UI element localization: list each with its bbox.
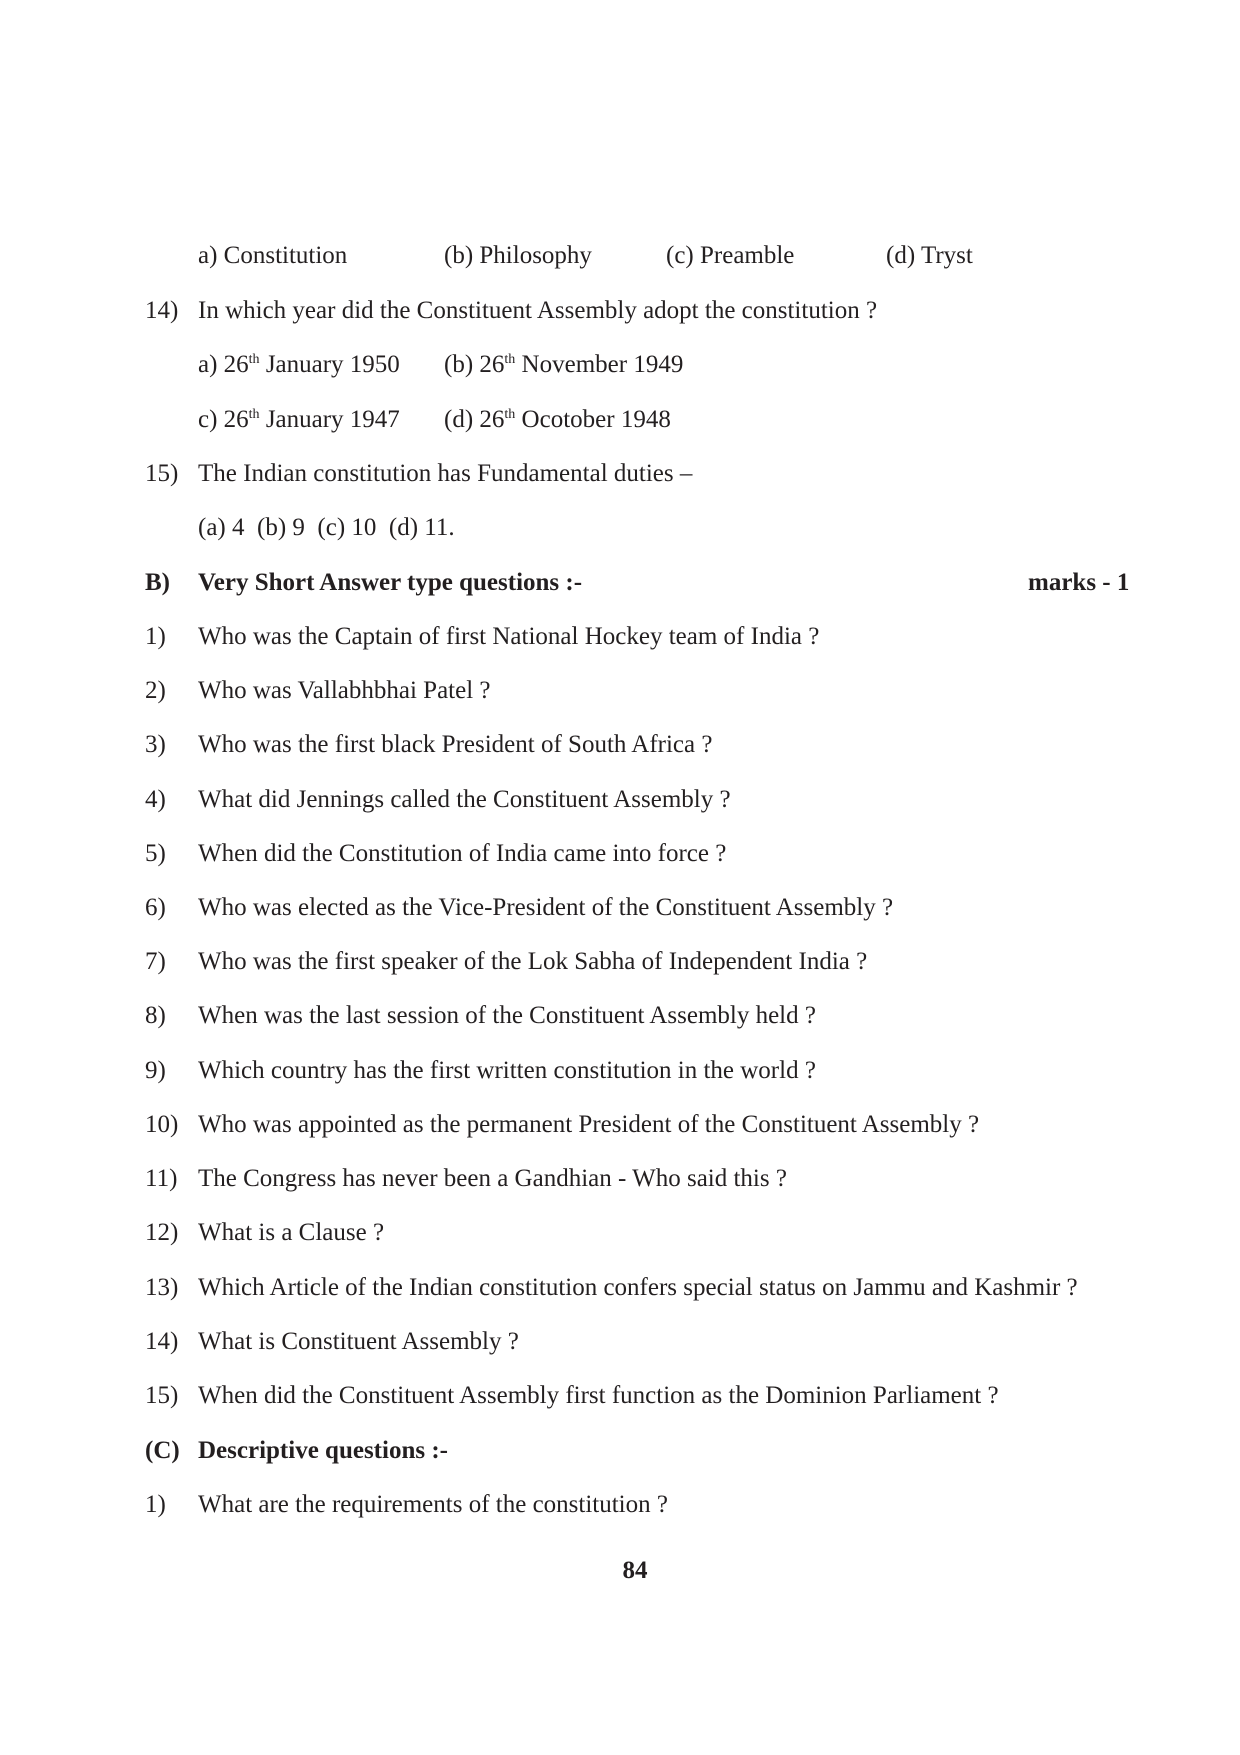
question-text: Who was elected as the Vice-President of the Constituent Assembly ? [198,894,894,921]
question-text: When was the last session of the Constituent Assembly held ? [198,1002,816,1029]
q15-number: 15) [145,460,179,487]
question-text: Which country has the first written constitution in the world ? [198,1057,816,1084]
q14-option-b: (b) 26th November 1949 [444,351,684,378]
question-number: 4) [145,786,166,813]
q13-option-c: (c) Preamble [666,242,795,269]
q13-option-b: (b) Philosophy [444,242,592,269]
question-text: Who was the first speaker of the Lok Sabha of Independent India ? [198,948,868,975]
section-b-label: B) [145,569,170,596]
question-text: Who was appointed as the permanent President of the Constituent Assembly ? [198,1111,980,1138]
question-number: 1) [145,1491,166,1518]
question-number: 9) [145,1057,166,1084]
question-number: 1) [145,623,166,650]
q14-text: In which year did the Constituent Assembly adopt the constitution ? [198,297,878,324]
q14-option-d: (d) 26th Ocotober 1948 [444,406,671,433]
q13-option-d: (d) Tryst [886,242,973,269]
question-text: What is a Clause ? [198,1219,385,1246]
question-text: What is Constituent Assembly ? [198,1328,519,1355]
q14-number: 14) [145,297,179,324]
question-number: 13) [145,1274,179,1301]
question-number: 2) [145,677,166,704]
question-number: 7) [145,948,166,975]
section-c-label: (C) [145,1437,180,1464]
question-number: 6) [145,894,166,921]
question-text: When did the Constitution of India came into force ? [198,840,727,867]
section-b-marks: marks - 1 [1028,569,1130,596]
question-text: Who was the Captain of first National Hockey team of India ? [198,623,820,650]
q14-option-a: a) 26th January 1950 [198,351,400,378]
question-text: Which Article of the Indian constitution confers special status on Jammu and Kashmir ? [198,1274,1078,1301]
question-number: 14) [145,1328,179,1355]
q14-option-c: c) 26th January 1947 [198,406,400,433]
question-number: 3) [145,731,166,758]
section-b-title: Very Short Answer type questions :- [198,569,583,596]
question-number: 10) [145,1111,179,1138]
q15-options-text: (a) 4 (b) 9 (c) 10 (d) 11. [198,514,455,541]
q15-text: The Indian constitution has Fundamental duties – [198,460,693,487]
page-number: 84 [622,1557,648,1584]
question-text: When did the Constituent Assembly first function as the Dominion Parliament ? [198,1382,999,1409]
question-number: 8) [145,1002,166,1029]
question-text: Who was the first black President of South Africa ? [198,731,713,758]
question-number: 15) [145,1382,179,1409]
question-text: What are the requirements of the constitution ? [198,1491,668,1518]
question-text: Who was Vallabhbhai Patel ? [198,677,491,704]
question-text: The Congress has never been a Gandhian - Who said this ? [198,1165,787,1192]
question-number: 11) [145,1165,178,1192]
section-c-title: Descriptive questions :- [198,1437,448,1464]
q13-option-a: a) Constitution [198,242,348,269]
question-number: 5) [145,840,166,867]
question-number: 12) [145,1219,179,1246]
question-text: What did Jennings called the Constituent Assembly ? [198,786,731,813]
